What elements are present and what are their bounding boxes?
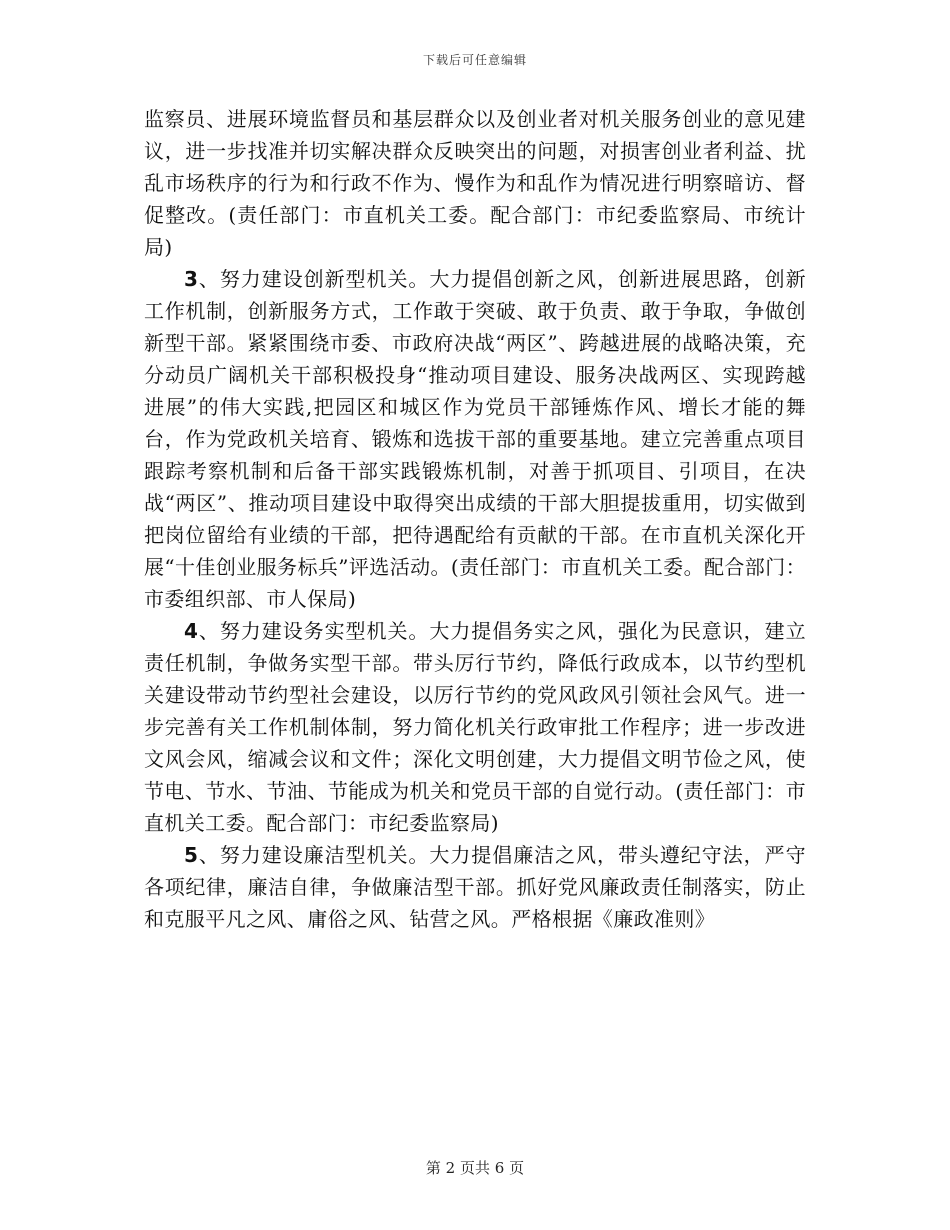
- paragraph-continuation: [144, 103, 806, 263]
- paragraph-text: 监察员、进展环境监督员和基层群众以及创业者对机关服务创业的意见建议，进一步找准并切实解决群众反映突出的问题，对损害创业者利益、扰乱市场秩序的行为和行政不作为、慢作为和乱作为情况进行明察暗访、督促整改。(责任部门：市直机关工委。配合部门：市纪委监察局、市统计局): [144, 107, 806, 259]
- paragraph-item-3: [144, 263, 806, 615]
- paragraph-number: 4: [184, 619, 199, 643]
- paragraph-number: 3: [184, 267, 199, 291]
- document-body: [144, 103, 806, 935]
- paragraph-item-4: [144, 615, 806, 839]
- page-header: 下载后可任意编辑: [422, 53, 527, 67]
- paragraph-text: 、努力建设廉洁型机关。大力提倡廉洁之风，带头遵纪守法，严守各项纪律，廉洁自律，争做廉洁型干部。抓好党风廉政责任制落实，防止和克服平凡之风、庸俗之风、钻营之风。严格根据《廉政准则》: [144, 843, 806, 931]
- paragraph-text: 、努力建设务实型机关。大力提倡务实之风，强化为民意识，建立责任机制，争做务实型干部。带头厉行节约，降低行政成本，以节约型机关建设带动节约型社会建设，以厉行节约的党风政风引领社会风气。进一步完善有关工作机制体制，努力简化机关行政审批工作程序；进一步改进文风会风，缩减会议和文件；深化文明创建，大力提倡文明节俭之风，使节电、节水、节油、节能成为机关和党员干部的自觉行动。(责任部门：市直机关工委。配合部门：市纪委监察局): [144, 619, 806, 835]
- paragraph-item-5: [144, 839, 806, 935]
- paragraph-text: 、努力建设创新型机关。大力提倡创新之风，创新进展思路，创新工作机制，创新服务方式，工作敢于突破、敢于负责、敢于争取，争做创新型干部。紧紧围绕市委、市政府决战“两区”、跨越进展的战略决策，充分动员广阔机关干部积极投身“推动项目建设、服务决战两区、实现跨越进展”的伟大实践,把园区和城区作为党员干部锤炼作风、增长才能的舞台，作为党政机关培育、锻炼和选拔干部的重要基地。建立完善重点项目跟踪考察机制和后备干部实践锻炼机制，对善于抓项目、引项目，在决战“两区”、推动项目建设中取得突出成绩的干部大胆提拔重用，切实做到把岗位留给有业绩的干部，把待遇配给有贡献的干部。在市直机关深化开展“十佳创业服务标兵”评选活动。(责任部门：市直机关工委。配合部门：市委组织部、市人保局): [144, 267, 806, 611]
- paragraph-number: 5: [184, 843, 199, 867]
- page-footer: 第 2 页共 6 页: [425, 1159, 525, 1177]
